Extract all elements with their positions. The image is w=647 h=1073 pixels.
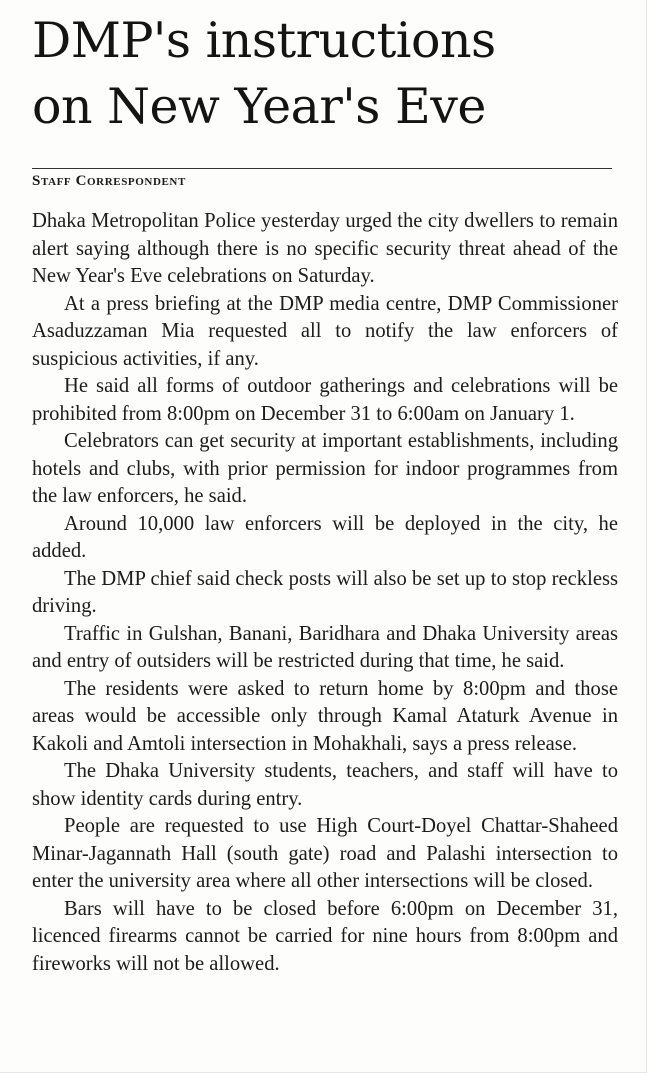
paragraph: The residents were asked to return home by 8:00pm and those areas would be accessible only through Kamal Ataturk Avenue in Kakoli and Amtoli intersection in Mohakhali, says a press release. [32, 677, 618, 755]
byline-divider [32, 168, 612, 169]
paragraph: Dhaka Metropolitan Police yesterday urged the city dwellers to remain alert saying although there is no specific security threat ahead of the New Year's Eve celebrations on Saturday. [32, 210, 618, 287]
byline: Staff Correspondent [32, 173, 186, 189]
headline [32, 8, 632, 140]
paragraph: The Dhaka University students, teachers, and staff will have to show identity cards during entry. [32, 760, 618, 810]
paragraph: Bars will have to be closed before 6:00pm on December 31, licenced firearms cannot be carried for nine hours from 8:00pm and fireworks will not be allowed. [32, 897, 618, 975]
paragraph: Traffic in Gulshan, Banani, Baridhara and Dhaka University areas and entry of outsiders will be restricted during that time, he said. [32, 622, 618, 672]
paragraph: The DMP chief said check posts will also be set up to stop reckless driving. [32, 567, 618, 617]
paragraph: Around 10,000 law enforcers will be deployed in the city, he added. [32, 512, 618, 562]
headline-line-1: DMP's instructions [32, 12, 496, 69]
paragraph: He said all forms of outdoor gatherings and celebrations will be prohibited from 8:00pm on December 31 to 6:00am on January 1. [32, 375, 618, 425]
paragraph: At a press briefing at the DMP media centre, DMP Commissioner Asaduzzaman Mia requested all to notify the law enforcers of suspicious activities, if any. [32, 292, 618, 370]
paragraph: Celebrators can get security at important establishments, including hotels and clubs, with prior permission for indoor programmes from the law enforcers, he said. [32, 430, 618, 507]
headline-line-2: on New Year's Eve [32, 78, 486, 135]
article-body [32, 208, 618, 978]
byline-block [32, 168, 612, 190]
paragraph: People are requested to use High Court-Doyel Chattar-Shaheed Minar-Jagannath Hall (south gate) road and Palashi intersection to enter the university area where all other intersections will be closed. [32, 815, 618, 892]
